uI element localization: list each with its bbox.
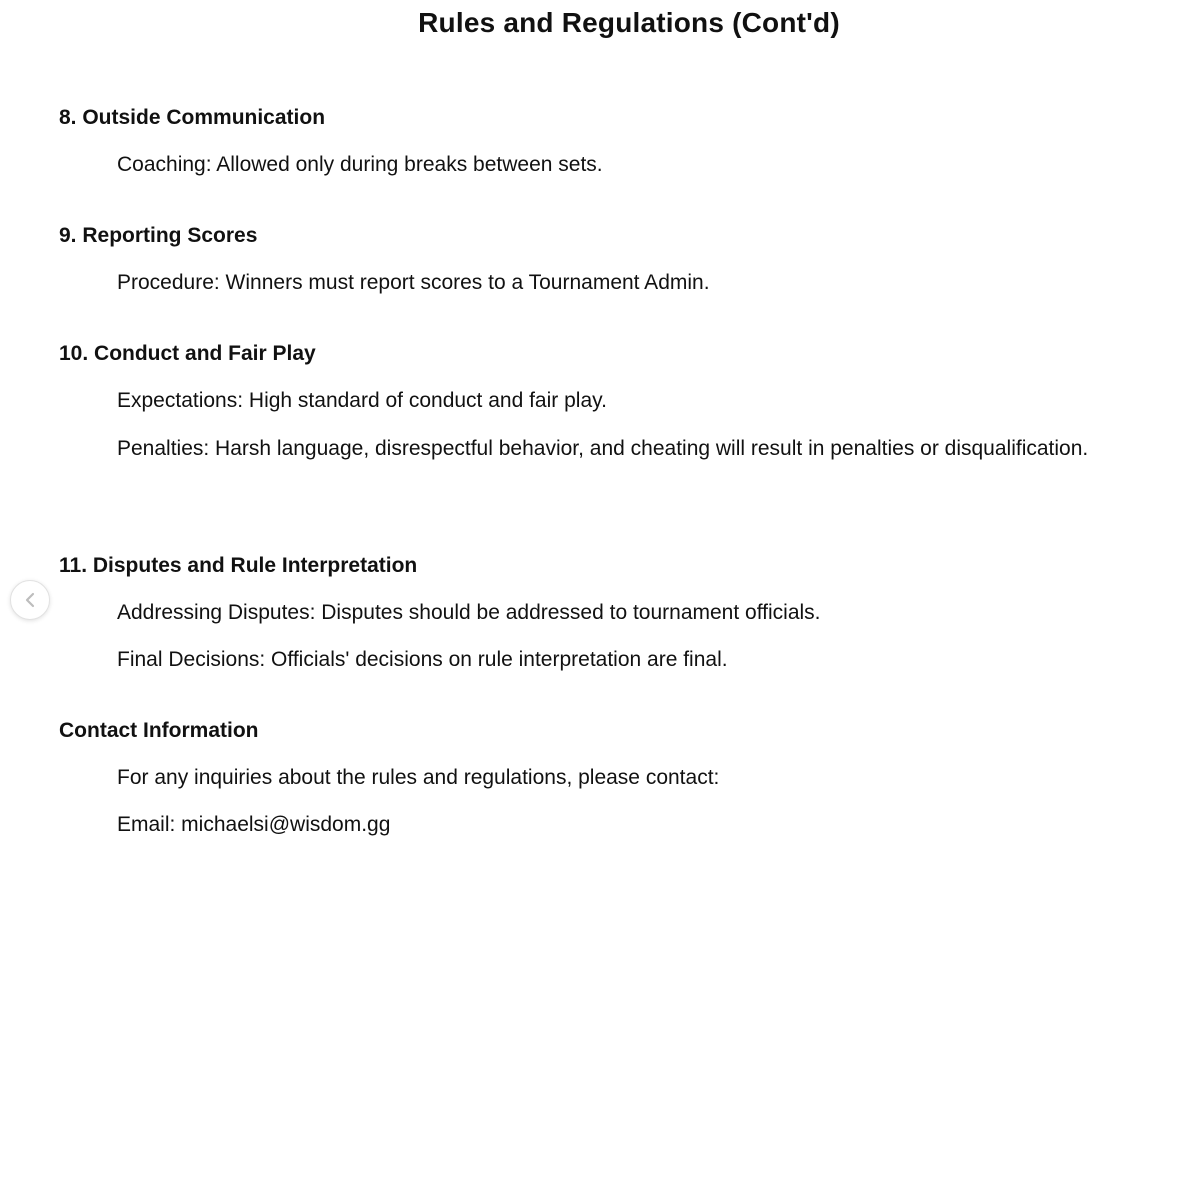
expectations-rule: Expectations: High standard of conduct and fair play. [117, 389, 607, 412]
page-title: Rules and Regulations (Cont'd) [418, 7, 840, 38]
section-heading-contact: Contact Information [59, 719, 259, 742]
previous-slide-button[interactable] [10, 580, 50, 620]
coaching-rule: Coaching: Allowed only during breaks between sets. [117, 153, 603, 176]
section-heading-outside-communication: 8. Outside Communication [59, 106, 326, 129]
procedure-rule: Procedure: Winners must report scores to a Tournament Admin. [117, 271, 710, 294]
final-decisions-rule: Final Decisions: Officials' decisions on rule interpretation are final. [117, 648, 728, 671]
section-heading-disputes: 11. Disputes and Rule Interpretation [59, 554, 418, 577]
penalties-rule: Penalties: Harsh language, disrespectful behavior, and cheating will result in penalties or disqualification. [117, 437, 1089, 460]
contact-inquiry-text: For any inquiries about the rules and regulations, please contact: [117, 766, 720, 789]
section-heading-conduct-fair-play: 10. Conduct and Fair Play [59, 342, 316, 365]
chevron-left-icon [23, 591, 37, 609]
section-heading-reporting-scores: 9. Reporting Scores [59, 224, 258, 247]
addressing-disputes-rule: Addressing Disputes: Disputes should be addressed to tournament officials. [117, 601, 821, 624]
contact-email[interactable]: Email: michaelsi@wisdom.gg [117, 813, 391, 836]
